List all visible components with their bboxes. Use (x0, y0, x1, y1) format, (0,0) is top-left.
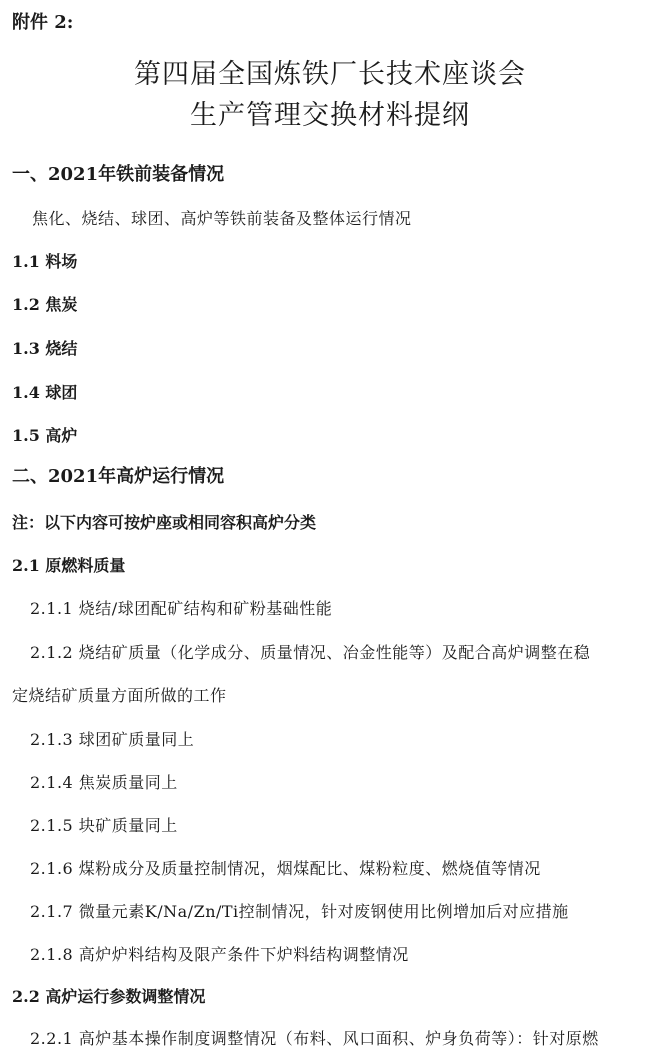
section-1-heading: 一、2021年铁前装备情况 (12, 164, 225, 185)
document-title-line-2: 生产管理交换材料提纲 (190, 100, 470, 131)
section-2-note: 注：以下内容可按炉座或相同容积高炉分类 (12, 513, 317, 532)
section-1-item: 1.5 高炉 (12, 426, 78, 445)
section-1-item: 1.1 料场 (12, 252, 78, 271)
subsection-2-1-item: 2.1.8 高炉炉料结构及限产条件下炉料结构调整情况 (30, 945, 409, 964)
subsection-2-1-item: 2.1.5 块矿质量同上 (30, 816, 178, 835)
subsection-2-1-item: 2.1.7 微量元素K/Na/Zn/Ti控制情况，针对废钢使用比例增加后对应措施 (30, 902, 569, 921)
section-1-intro: 焦化、烧结、球团、高炉等铁前装备及整体运行情况 (32, 209, 412, 228)
section-1-item: 1.4 球团 (12, 383, 78, 402)
subsection-2-1-item: 2.1.2 烧结矿质量（化学成分、质量情况、冶金性能等）及配合高炉调整在稳 (30, 643, 591, 662)
subsection-2-1-item: 2.1.1 烧结/球团配矿结构和矿粉基础性能 (30, 599, 333, 618)
subsection-2-2-heading: 2.2 高炉运行参数调整情况 (12, 987, 206, 1006)
section-1-item: 1.2 焦炭 (12, 295, 78, 314)
subsection-2-1-item: 2.1.4 焦炭质量同上 (30, 773, 178, 792)
subsection-2-1-heading: 2.1 原燃料质量 (12, 556, 126, 575)
document-title-line-1: 第四届全国炼铁厂长技术座谈会 (134, 59, 526, 90)
subsection-2-1-item-continuation: 定烧结矿质量方面所做的工作 (12, 686, 227, 705)
subsection-2-2-item: 2.2.1 高炉基本操作制度调整情况（布料、风口面积、炉身负荷等）：针对原燃 (30, 1029, 599, 1048)
subsection-2-1-item: 2.1.3 球团矿质量同上 (30, 730, 195, 749)
section-1-item: 1.3 烧结 (12, 339, 78, 358)
attachment-label: 附件 2: (12, 12, 74, 33)
subsection-2-1-item: 2.1.6 煤粉成分及质量控制情况，烟煤配比、煤粉粒度、燃烧值等情况 (30, 859, 541, 878)
section-2-heading: 二、2021年高炉运行情况 (12, 466, 225, 487)
